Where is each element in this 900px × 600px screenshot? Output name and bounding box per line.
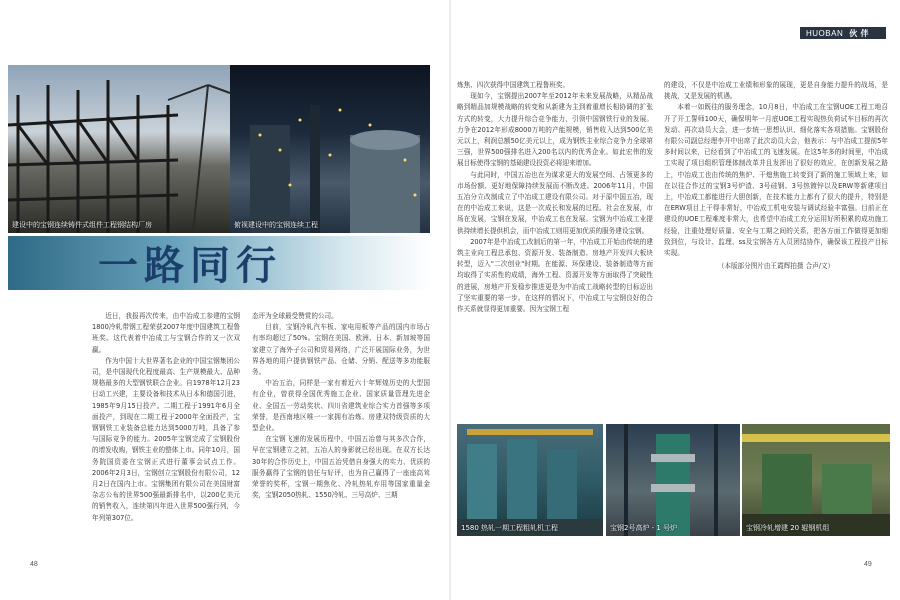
photo-steel-structure-plant bbox=[8, 65, 230, 233]
photo-plant-at-night bbox=[230, 65, 430, 233]
photo-caption: 建设中的宝钢连续铸件式组件工程钢结构厂房 bbox=[12, 221, 152, 229]
paragraph: 在宝钢飞速的发展历程中，中国五冶曾与其多次合作，早在宝钢建立之初，五冶人的身影就已经出现。在双方长达30年的合作历史上，中国五冶凭借自身强大的实力、优质的服务赢得了宝钢的信任与好评，也为自己赢得了一座座高耸荣誉的奖杯，宝钢一期焦化、冷轧热轧弃用等国家重量金奖，宝钢2050热轧、1550冷轧、三号高炉、三期 bbox=[252, 435, 430, 500]
text-column-3 bbox=[457, 80, 653, 420]
photo-caption: 宝钢冷轧增建 20 辊钢机组 bbox=[746, 524, 830, 532]
text-column-4 bbox=[664, 80, 888, 382]
section-label-zh: 伙 伴 bbox=[849, 29, 869, 38]
text-column-2 bbox=[252, 311, 430, 569]
paragraph: 作为中国十大世界著名企业的中国宝钢集团公司，是中国现代化程度最高、生产规模最大、品种规格最多的大型钢铁联合企业。自1978年12月23日动工兴建，主要设备和技术从日本和德国引进，1985年9月15日投产。二期工程于1991年6月全面投产，到现在二期工程于2000年全面投产，宝钢钢铁工业装备总能力达到5000万吨，具备了参与国际竞争的能力。2005年宝钢完成了宝钢股份的增发收购，钢铁主业的整体上市。同年10月，国务院国资委在宝钢正式进行董事会试点工作。2006年2月3日，宝钢创立宝钢股份有限公司，12月2日在国内上市。宝钢集团有限公司在美国财富杂志公布的世界500强最新排名中，以200亿美元的销售收入，连续第四年进入世界500强行列，今年列第307位。 bbox=[92, 356, 240, 522]
photo-caption: 1580 热轧一期工程粗轧机工程 bbox=[461, 524, 559, 532]
paragraph: 态评为全球最受赞赏的公司。 bbox=[252, 312, 338, 320]
paragraph: 现如今，宝钢提出2007年至2012年未来发展战略，从精品战略到精品加规模战略的转变和从新建为主到着重增长相协调的扩张方式的转变，大力提升综合竞争能力，引领中国钢铁行业的发展。力争在2012年形成8000万吨的产能规模，销售收入达到500亿美元以上，利润总额50亿美元以上，成为钢铁主业综合竞争力全球第三强，世界500强排名进入200名以内的优秀企业。如此宏伟的发展目标使得宝钢的基础建设投资必将迎来增加。 bbox=[457, 92, 653, 168]
paragraph: 目前，宝钢冷轧汽车板、家电用板等产品的国内市场占有率均超过了50%。宝钢在美国、欧洲、日本、新加坡等国家建立了海外子公司和贸易网络，广泛开展国际业务，为世界各地的用户提供钢铁产品、仓储、分销、配送等多功能服务。 bbox=[252, 323, 430, 377]
steel-frame-illustration bbox=[8, 65, 230, 233]
rolling-mill-illustration bbox=[457, 424, 603, 536]
paragraph: 中冶五治，同样是一家有着近六十年辉煌历史的大型国有企业，曾获得全国优秀施工企业、国家质量管理先进企业、全国五一劳动奖状、四川省建筑业综合实力首强等多项荣誉，是西南地区唯一一家拥有冶炼、房建双特级资质的大型企业。 bbox=[252, 379, 430, 433]
article-title: 一路同行 bbox=[98, 243, 282, 289]
photo-rolling-mill bbox=[457, 424, 603, 536]
section-header-label bbox=[806, 28, 869, 39]
cold-rolling-illustration bbox=[742, 424, 890, 536]
paragraph: 的建设，不仅是中冶成工业绩和形象的展现，更是自身能力提升的战场，是挑战，又是发展的机遇。 bbox=[664, 81, 888, 101]
paragraph: 与此同时，中国五冶也在为谋求更大的发展空间、占领更多的市场份额、更好地保障持续发展而不断改进。2006年11月，中国五冶分立改制成立了中冶成工建设有限公司。对于原中国五冶，现在的中冶成工来说，这是一次成长和发展的过程。社会在发展，市场在发展，宝钢在发展，中冶成工也在发展。宝钢为中冶成工业提供持续增长提供机会，而中冶成工则用更加优质的服务建设宝钢。 bbox=[457, 170, 653, 235]
paragraph: 本着一如既往的服务理念，10月8日，中冶成工在宝钢UOE工程工地召开了开工誓师100天，确保明年一月底UOE工程实现热负荷试车目标的再次发动、再次动员大会，进一步统一思想认识、细化落实各项措施。宝钢股份有限公司副总经理李开中出席了此次动员大会，他表示：与中冶成工提前5年多时间以来，已经看到了中冶成工的飞速发展。在这5年多的时间里，中冶成工实现了项目组织管理体制改革并且发挥出了很好的效应，在创新发展之路上，中冶成工也由传统的焦炉、干熄焦施工转变到了新的施工领域上来，如在以往合作过的宝钢3号炉渣、3号硅钢、3号热镀锌以及ERW等新建项目上，中冶成工都能进行大胆创新，在技术能力上都有了很大的提升，特别是在ERW项目上干得非常好，中冶成工机电安装与调试经验丰富强。目前正在建设的UOE工程难度非常大，也希望中冶成工充分运用好所积累的成功施工经验，注重处理好质量、安全与工期之间的关系，把各方面工作做得更加细致到位，与设计、监理、ss及宝钢各方人员团结协作，确保该工程投产目标实现。 bbox=[664, 103, 888, 258]
section-label-en: HUOBAN bbox=[806, 29, 844, 38]
paragraph: 炼焦、四次获得中国建筑工程鲁班奖。 bbox=[457, 81, 570, 89]
paragraph: 2007年是中冶成工改制后的第一年，中冶成工开始由传统的建筑主业向工程总承包、资源开发、装备制造、房地产开发四大板块转型，迈入"二次创业"时期。在能源、环保建设、装备制造等方面均取得了实质性的成绩，海外工程、资源开发等方面取得了突破性的进展，房地产开发稳步推进更是为中冶成工战略转型的目标迈出了坚实重要的第一步。在这样的情况下，中冶成工与宝钢良好的合作关系就显得更加重要。因为宝钢工程 bbox=[457, 237, 653, 314]
photo-caption: 宝钢2号高炉 - 1 号炉 bbox=[610, 524, 678, 532]
photo-blast-furnace bbox=[606, 424, 740, 536]
blast-furnace-illustration bbox=[606, 424, 740, 536]
paragraph: 近日，我报再次传来，由中冶成工参建的宝钢1800冷轧带钢工程荣获2007年度中国建筑工程鲁班奖。这代表着中冶成工与宝钢合作的又一次双赢。 bbox=[92, 312, 240, 354]
photo-credit: （本版部分图片由王霞辉拍摄 合声/文） bbox=[717, 262, 835, 271]
page-gutter bbox=[449, 0, 451, 600]
night-plant-illustration bbox=[230, 65, 430, 233]
page-number-left: 48 bbox=[30, 561, 38, 568]
page-number-right: 49 bbox=[864, 561, 872, 568]
photo-cold-rolling-line bbox=[742, 424, 890, 536]
photo-caption: 俯视建设中的宝钢连续工程 bbox=[234, 221, 318, 229]
text-column-1 bbox=[92, 311, 240, 569]
